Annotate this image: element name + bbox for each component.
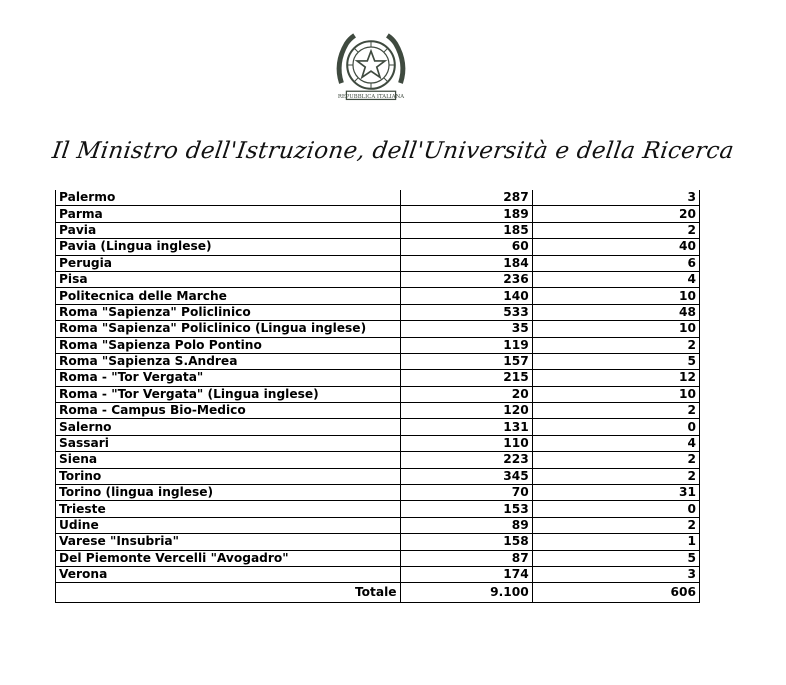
extra-value: 5 bbox=[532, 353, 699, 369]
emblem-inscription: REPUBBLICA ITALIANA bbox=[337, 93, 405, 100]
university-name: Pavia bbox=[56, 222, 401, 238]
posti-value: 20 bbox=[400, 386, 532, 402]
extra-value: 1 bbox=[532, 534, 699, 550]
extra-value: 2 bbox=[532, 452, 699, 468]
university-name: Torino (lingua inglese) bbox=[56, 485, 401, 501]
extra-value: 10 bbox=[532, 321, 699, 337]
table-row bbox=[56, 206, 700, 222]
university-name: Roma - "Tor Vergata" bbox=[56, 370, 401, 386]
extra-value: 5 bbox=[532, 550, 699, 566]
table-row bbox=[56, 501, 700, 517]
university-name: Varese "Insubria" bbox=[56, 534, 401, 550]
university-name: Verona bbox=[56, 566, 401, 582]
university-name: Trieste bbox=[56, 501, 401, 517]
total-posti: 9.100 bbox=[400, 583, 532, 603]
extra-value: 4 bbox=[532, 435, 699, 451]
extra-value: 0 bbox=[532, 501, 699, 517]
university-name: Roma "Sapienza Polo Pontino bbox=[56, 337, 401, 353]
posti-value: 174 bbox=[400, 566, 532, 582]
posti-value: 131 bbox=[400, 419, 532, 435]
extra-value: 2 bbox=[532, 222, 699, 238]
university-name: Sassari bbox=[56, 435, 401, 451]
posti-value: 157 bbox=[400, 353, 532, 369]
extra-value: 3 bbox=[532, 566, 699, 582]
table-row bbox=[56, 566, 700, 582]
extra-value: 2 bbox=[532, 517, 699, 533]
table-row bbox=[56, 288, 700, 304]
table-row bbox=[56, 370, 700, 386]
posti-value: 158 bbox=[400, 534, 532, 550]
posti-value: 345 bbox=[400, 468, 532, 484]
university-name: Siena bbox=[56, 452, 401, 468]
posti-value: 287 bbox=[400, 190, 532, 206]
table-row bbox=[56, 321, 700, 337]
posti-value: 153 bbox=[400, 501, 532, 517]
table-row bbox=[56, 304, 700, 320]
posti-value: 185 bbox=[400, 222, 532, 238]
extra-value: 2 bbox=[532, 468, 699, 484]
university-name: Pisa bbox=[56, 271, 401, 287]
university-name: Del Piemonte Vercelli "Avogadro" bbox=[56, 550, 401, 566]
table-row bbox=[56, 550, 700, 566]
extra-value: 3 bbox=[532, 190, 699, 206]
table-row bbox=[56, 386, 700, 402]
table-row bbox=[56, 485, 700, 501]
extra-value: 40 bbox=[532, 239, 699, 255]
extra-value: 20 bbox=[532, 206, 699, 222]
table-row bbox=[56, 271, 700, 287]
university-name: Roma "Sapienza" Policlinico (Lingua inglese) bbox=[56, 321, 401, 337]
table-row bbox=[56, 419, 700, 435]
extra-value: 4 bbox=[532, 271, 699, 287]
posti-value: 89 bbox=[400, 517, 532, 533]
university-name: Perugia bbox=[56, 255, 401, 271]
university-name: Roma "Sapienza S.Andrea bbox=[56, 353, 401, 369]
posti-value: 140 bbox=[400, 288, 532, 304]
posti-value: 533 bbox=[400, 304, 532, 320]
university-name: Udine bbox=[56, 517, 401, 533]
extra-value: 31 bbox=[532, 485, 699, 501]
university-name: Roma - "Tor Vergata" (Lingua inglese) bbox=[56, 386, 401, 402]
university-name: Roma - Campus Bio-Medico bbox=[56, 403, 401, 419]
total-row bbox=[56, 583, 700, 603]
extra-value: 10 bbox=[532, 288, 699, 304]
posti-value: 119 bbox=[400, 337, 532, 353]
table-row bbox=[56, 337, 700, 353]
extra-value: 10 bbox=[532, 386, 699, 402]
table-row bbox=[56, 403, 700, 419]
ministry-heading: Il Ministro dell'Istruzione, dell'Università e della Ricerca bbox=[50, 138, 736, 164]
italian-republic-emblem-icon bbox=[330, 24, 412, 106]
extra-value: 12 bbox=[532, 370, 699, 386]
posti-value: 35 bbox=[400, 321, 532, 337]
posti-value: 110 bbox=[400, 435, 532, 451]
table-row bbox=[56, 353, 700, 369]
posti-value: 70 bbox=[400, 485, 532, 501]
table-row bbox=[56, 255, 700, 271]
table-row bbox=[56, 452, 700, 468]
university-name: Pavia (Lingua inglese) bbox=[56, 239, 401, 255]
table-row bbox=[56, 239, 700, 255]
posti-value: 223 bbox=[400, 452, 532, 468]
extra-value: 2 bbox=[532, 337, 699, 353]
table-row bbox=[56, 435, 700, 451]
allocation-table bbox=[55, 190, 700, 603]
university-name: Torino bbox=[56, 468, 401, 484]
posti-value: 60 bbox=[400, 239, 532, 255]
table-row bbox=[56, 534, 700, 550]
university-name: Salerno bbox=[56, 419, 401, 435]
posti-value: 184 bbox=[400, 255, 532, 271]
university-name: Politecnica delle Marche bbox=[56, 288, 401, 304]
total-label: Totale bbox=[56, 583, 401, 603]
university-name: Palermo bbox=[56, 190, 401, 206]
extra-value: 48 bbox=[532, 304, 699, 320]
total-extra: 606 bbox=[532, 583, 699, 603]
posti-value: 120 bbox=[400, 403, 532, 419]
table-row bbox=[56, 517, 700, 533]
extra-value: 2 bbox=[532, 403, 699, 419]
university-name: Roma "Sapienza" Policlinico bbox=[56, 304, 401, 320]
posti-value: 215 bbox=[400, 370, 532, 386]
university-name: Parma bbox=[56, 206, 401, 222]
posti-value: 236 bbox=[400, 271, 532, 287]
table-row bbox=[56, 190, 700, 206]
posti-value: 87 bbox=[400, 550, 532, 566]
posti-value: 189 bbox=[400, 206, 532, 222]
extra-value: 0 bbox=[532, 419, 699, 435]
table-row bbox=[56, 468, 700, 484]
table-row bbox=[56, 222, 700, 238]
extra-value: 6 bbox=[532, 255, 699, 271]
